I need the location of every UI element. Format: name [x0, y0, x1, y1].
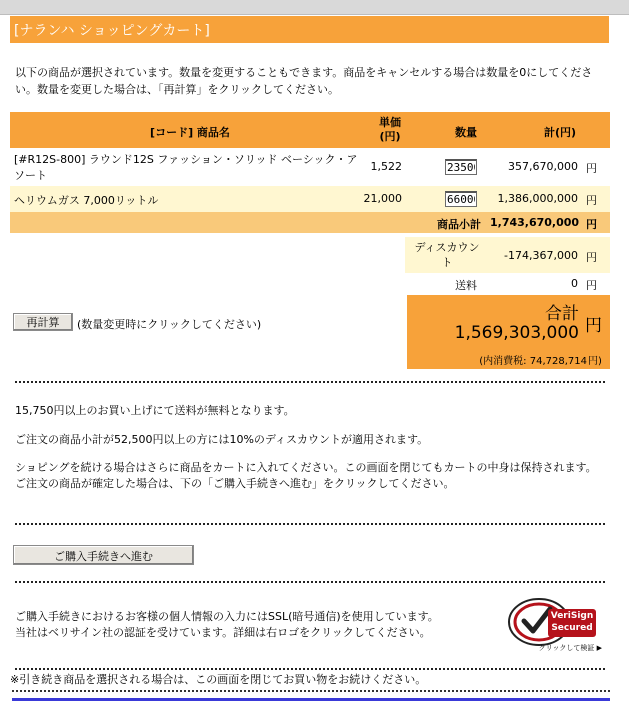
row-total-unit: 円: [586, 194, 597, 207]
row-total-unit: 円: [586, 162, 597, 175]
header-unit-price: 単価 (円): [379, 116, 401, 143]
discount-value: -174,367,000: [504, 249, 578, 262]
shipping-unit: 円: [586, 279, 597, 292]
header-qty: 数量: [455, 126, 477, 139]
shipping-value: 0: [571, 277, 578, 290]
recalculate-button[interactable]: 再計算: [13, 313, 73, 331]
row-total: 1,386,000,000: [497, 192, 578, 205]
verisign-caption: クリックして検証 ▶: [538, 644, 602, 652]
page-title-bar: [10, 16, 609, 43]
product-name: ヘリウムガス 7,000リットル: [14, 194, 159, 207]
discount-row: [405, 237, 610, 273]
grand-total-box: [407, 295, 610, 369]
quantity-input[interactable]: [445, 159, 477, 175]
unit-price: 1,522: [370, 160, 402, 173]
table-row: [10, 148, 610, 186]
window-top-strip: [0, 0, 629, 15]
header-product: [コード] 商品名: [150, 126, 230, 139]
bottom-cutoff-band: [12, 690, 610, 705]
tax-unit: 円): [588, 356, 602, 367]
divider: [15, 581, 605, 583]
subtotal-value: 1,743,670,000: [490, 216, 580, 229]
row-total: 357,670,000: [508, 160, 578, 173]
cart-table: [10, 112, 610, 233]
cart-table-header: [10, 112, 610, 148]
free-shipping-info: 15,750円以上のお買い上げにて送料が無料となります。: [15, 404, 295, 417]
unit-price: 21,000: [363, 192, 402, 205]
total-label: 合計: [545, 304, 579, 324]
shipping-label: 送料: [455, 279, 477, 292]
continue-shopping-info: ショピングを続ける場合はさらに商品をカートに入れてください。この画面を閉じてもカートの中身は保持されます。ご注文の商品が確定した場合は、下の「ご購入手続きへ進む」をクリックしてください。: [15, 461, 597, 490]
subtotal-row: [10, 212, 610, 233]
tax-note: (内消費税: 74,728,714: [479, 356, 587, 367]
quantity-input[interactable]: [445, 191, 477, 207]
discount-label: ディスカウント: [414, 241, 480, 269]
table-row: [10, 186, 610, 212]
verisign-line2: Secured: [551, 623, 593, 633]
page-title: [ナランハ ショッピングカート]: [14, 23, 210, 39]
footer-note: ※引き続き商品を選択される場合は、この画面を閉じてお買い物をお続けください。: [10, 673, 427, 686]
total-value: 1,569,303,000: [454, 323, 579, 343]
recalculate-note: (数量変更時にクリックしてください): [77, 318, 262, 331]
product-name: [#R12S-800] ラウンド12S ファッション・ソリッド ベーシック・アソート: [14, 153, 358, 182]
divider: [15, 381, 605, 383]
header-total: 計(円): [543, 126, 577, 139]
discount-unit: 円: [586, 251, 597, 264]
verisign-line1: VeriSign: [550, 611, 594, 621]
total-unit: 円: [585, 316, 602, 336]
divider: [15, 523, 605, 525]
ssl-info: ご購入手続きにおけるお客様の個人情報の入力にはSSL(暗号通信)を使用しています。 当社はベリサイン社の認証を受けています。詳細は右ロゴをクリックしてください。: [15, 610, 439, 639]
intro-text: 以下の商品が選択されています。数量を変更することもできます。商品をキャンセルする場合は数量を0にしてください。数量を変更した場合は、「再計算」をクリックしてください。: [15, 66, 593, 96]
subtotal-unit: 円: [586, 218, 597, 231]
shipping-row: [405, 273, 610, 295]
proceed-to-checkout-button[interactable]: ご購入手続きへ進む: [13, 545, 194, 565]
subtotal-label: 商品小計: [437, 218, 481, 231]
verisign-seal[interactable]: [506, 597, 602, 655]
divider: [15, 668, 605, 670]
discount-info: ご注文の商品小計が52,500円以上の方には10%のディスカウントが適用されます。: [15, 433, 429, 446]
